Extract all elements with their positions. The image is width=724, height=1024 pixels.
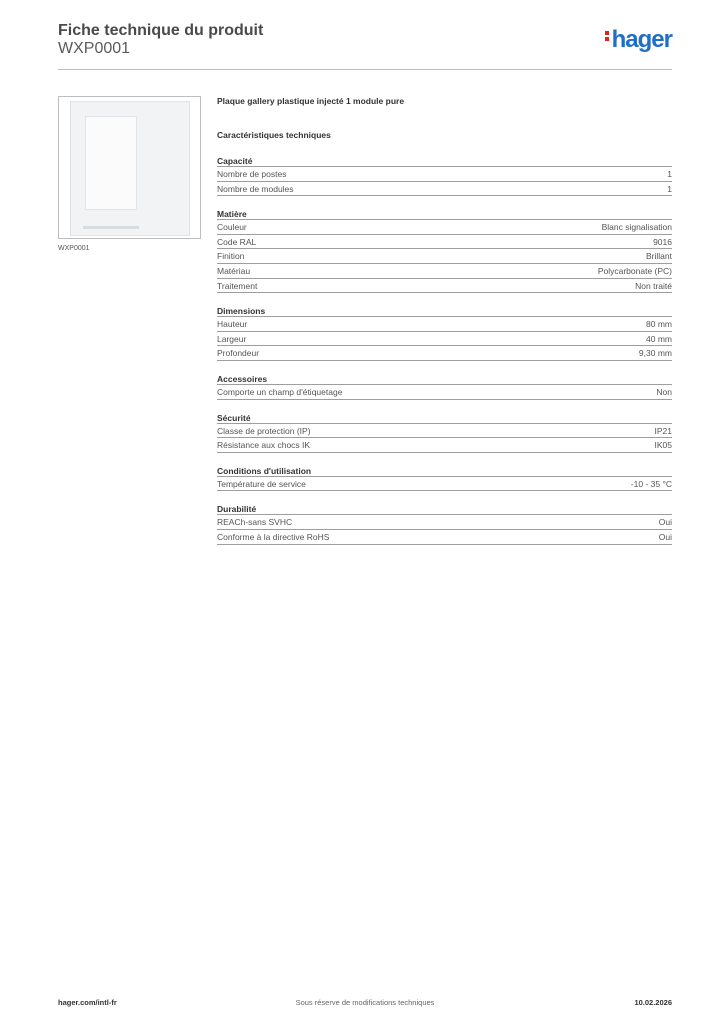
spec-value: 1 [667, 169, 672, 179]
spec-label: Traitement [217, 280, 258, 291]
spec-value: 40 mm [646, 333, 672, 344]
spec-value: Polycarbonate (PC) [597, 265, 672, 276]
section-title: Accessoires [217, 374, 672, 385]
section-title: Durabilité [217, 504, 672, 515]
spec-section [217, 156, 672, 196]
spec-label: Résistance aux chocs IK [217, 440, 311, 451]
page-header [58, 20, 672, 70]
section-title: Sécurité [217, 413, 672, 424]
spec-row [217, 220, 672, 235]
spec-row [217, 317, 672, 332]
spec-label: Nombre de postes [217, 169, 287, 179]
spec-row [217, 515, 672, 530]
spec-row [217, 264, 672, 279]
spec-row [217, 530, 672, 545]
spec-label: Hauteur [217, 319, 248, 330]
spec-section [217, 306, 672, 361]
spec-value: IP21 [654, 425, 672, 436]
spec-value: Non traité [635, 280, 672, 291]
logo-text: hager [611, 26, 672, 53]
spec-row [217, 438, 672, 453]
spec-label: Comporte un champ d'étiquetage [217, 386, 343, 397]
section-title: Capacité [217, 156, 672, 167]
spec-row [217, 346, 672, 361]
page-footer [58, 998, 672, 1010]
spec-label: Conforme à la directive RoHS [217, 531, 330, 542]
spec-row [217, 235, 672, 250]
spec-section [217, 504, 672, 544]
spec-value: Oui [658, 517, 672, 528]
product-reference: WXP0001 [58, 40, 131, 57]
image-caption: WXP0001 [58, 245, 90, 252]
spec-label: Profondeur [217, 348, 260, 359]
spec-value: IK05 [654, 440, 672, 451]
spec-row [217, 477, 672, 492]
spec-label: Couleur [217, 222, 247, 233]
footer-date: 10.02.2026 [634, 998, 672, 1007]
spec-row [217, 167, 672, 182]
spec-value: Brillant [646, 251, 672, 262]
spec-row [217, 182, 672, 197]
spec-section [217, 209, 672, 293]
spec-value: Blanc signalisation [601, 222, 672, 233]
spec-label: REACh-sans SVHC [217, 517, 293, 528]
footer-disclaimer: Sous réserve de modifications techniques [295, 998, 435, 1007]
spec-label: Classe de protection (IP) [217, 425, 311, 436]
spec-value: 1 [667, 183, 672, 194]
spec-value: 80 mm [646, 319, 672, 330]
spec-section [217, 413, 672, 453]
section-title: Dimensions [217, 306, 672, 317]
spec-value: Non [656, 386, 672, 397]
spec-section [217, 374, 672, 400]
spec-row [217, 424, 672, 439]
hager-logo[interactable] [605, 26, 672, 54]
cover-plate-icon [70, 101, 190, 236]
section-title: Conditions d'utilisation [217, 466, 672, 477]
logo-colon-icon [605, 29, 610, 43]
tech-heading: Caractéristiques techniques [217, 130, 331, 140]
spec-label: Code RAL [217, 236, 257, 247]
spec-row [217, 279, 672, 294]
footer-website-link[interactable]: hager.com/intl-fr [58, 998, 117, 1007]
spec-section [217, 466, 672, 492]
spec-value: 9016 [653, 236, 672, 247]
spec-label: Matériau [217, 265, 251, 276]
spec-content [217, 96, 672, 545]
spec-row [217, 385, 672, 400]
spec-row [217, 332, 672, 347]
spec-value: Oui [658, 531, 672, 542]
document-title: Fiche technique du produit [58, 22, 264, 39]
spec-label: Nombre de modules [217, 183, 294, 194]
product-name: Plaque gallery plastique injecté 1 module pure [217, 96, 405, 106]
plate-bottom-strip [83, 226, 139, 229]
spec-value: 9,30 mm [638, 348, 672, 359]
spec-label: Finition [217, 251, 245, 262]
section-title: Matière [217, 209, 672, 220]
spec-value: -10 - 35 °C [630, 478, 672, 489]
plate-module-opening [85, 116, 137, 210]
spec-label: Température de service [217, 478, 306, 489]
spec-row [217, 249, 672, 264]
spec-label: Largeur [217, 333, 247, 344]
spec-sections [217, 156, 672, 545]
product-image [58, 96, 201, 239]
